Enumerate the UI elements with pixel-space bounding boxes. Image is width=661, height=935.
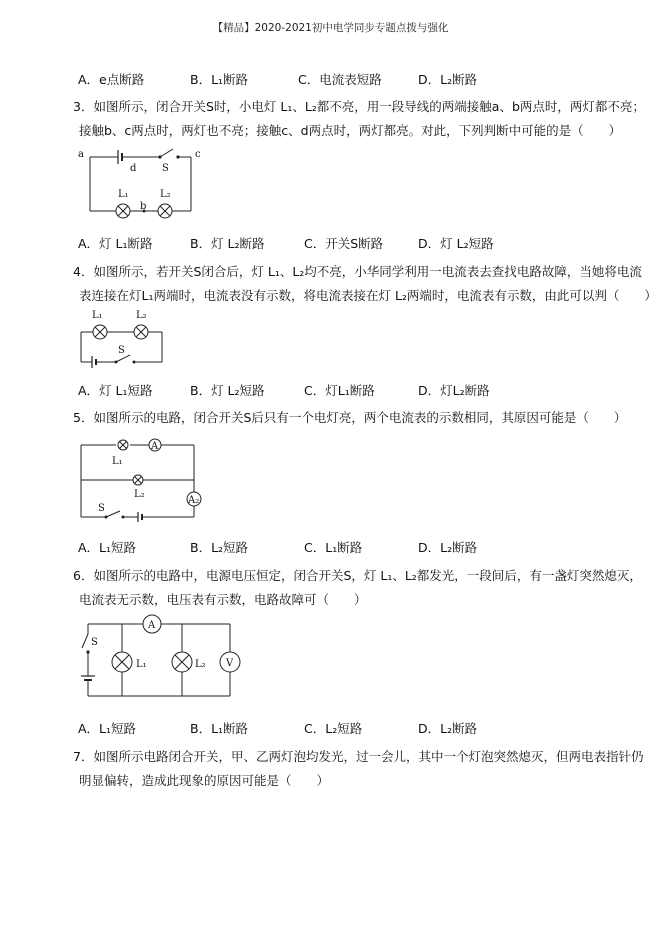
option-b: B．L₁断路	[190, 721, 249, 736]
q7-text-line2: 明显偏转，造成此现象的原因可能是（ ）	[79, 773, 330, 788]
option-c: C．L₂短路	[304, 721, 363, 736]
page-header: 【精品】2020-2021初中电学同步专题点拨与强化	[212, 22, 449, 34]
label-ammeter: A	[148, 620, 156, 631]
q4-text-line1: 4．如图所示，若开关S闭合后，灯 L₁、L₂均不亮，小华同学利用一电流表去查找电路故障，当她将电流	[73, 264, 642, 279]
q3-text-line2: 接触b、c两点时，两灯也不亮；接触c、d两点时，两灯都亮。对此，下列判断中可能的是（ ）	[79, 123, 622, 138]
label-c: c	[195, 149, 201, 160]
q6-text-line1: 6．如图所示的电路中，电源电压恒定，闭合开关S，灯 L₁、L₂都发光，一段间后，有一盏灯突然熄灭，	[73, 568, 642, 583]
q3-circuit-diagram	[78, 145, 218, 220]
label-voltmeter: V	[226, 658, 234, 669]
option-d: D．L₂断路	[418, 72, 478, 87]
label-l2: L₂	[136, 310, 147, 321]
label-l1: L₁	[118, 189, 129, 200]
option-c: C．L₁断路	[304, 540, 363, 555]
option-d: D．灯 L₂短路	[418, 236, 494, 251]
label-l2: L₂	[195, 659, 206, 670]
label-l2: L₂	[160, 189, 171, 200]
option-a: A．L₁短路	[78, 540, 137, 555]
label-ammeter-a: A	[151, 441, 159, 452]
q4-text-line2: 表连接在灯L₁两端时，电流表没有示数，将电流表接在灯 L₂两端时，电流表有示数，由此可以判（ ）	[79, 288, 657, 303]
label-a: a	[78, 149, 84, 160]
option-b: B．L₁断路	[190, 72, 249, 87]
label-l1: L₁	[112, 456, 123, 467]
label-s: S	[118, 345, 125, 356]
label-s: S	[98, 503, 105, 514]
label-l2: L₂	[134, 489, 145, 500]
option-c: C．电流表短路	[298, 72, 382, 87]
label-ammeter-a2: A₂	[188, 495, 200, 506]
label-s: S	[91, 637, 98, 648]
option-b: B．灯 L₂短路	[190, 383, 265, 398]
label-l1: L₁	[92, 310, 103, 321]
option-a: A．e点断路	[78, 72, 145, 87]
label-l1: L₁	[136, 659, 147, 670]
option-b: B．灯 L₂断路	[190, 236, 265, 251]
option-b: B．L₂短路	[190, 540, 249, 555]
q5-circuit-diagram	[78, 435, 208, 525]
option-c: C．开关S断路	[304, 236, 384, 251]
option-a: A．L₁短路	[78, 721, 137, 736]
q6-circuit-diagram	[78, 612, 248, 707]
option-c: C．灯L₁断路	[304, 383, 375, 398]
label-s: S	[162, 163, 169, 174]
label-d: d	[130, 163, 137, 174]
option-d: D．L₂断路	[418, 721, 478, 736]
option-a: A．灯 L₁短路	[78, 383, 153, 398]
option-d: D．L₂断路	[418, 540, 478, 555]
q7-text-line1: 7．如图所示电路闭合开关，甲、乙两灯泡均发光，过一会儿，其中一个灯泡突然熄灭，但两电表指针仍	[73, 749, 644, 764]
q3-text-line1: 3．如图所示，闭合开关S时，小电灯 L₁、L₂都不亮，用一段导线的两端接触a、b两点时，两灯都不亮；	[73, 99, 645, 114]
option-d: D．灯L₂断路	[418, 383, 490, 398]
q6-text-line2: 电流表无示数，电压表有示数，电路故障可（ ）	[79, 592, 367, 607]
q4-circuit-diagram	[78, 310, 168, 370]
q5-text-line1: 5．如图所示的电路，闭合开关S后只有一个电灯亮，两个电流表的示数相同，其原因可能是（ ）	[73, 410, 627, 425]
label-b: b	[140, 201, 147, 212]
option-a: A．灯 L₁断路	[78, 236, 153, 251]
